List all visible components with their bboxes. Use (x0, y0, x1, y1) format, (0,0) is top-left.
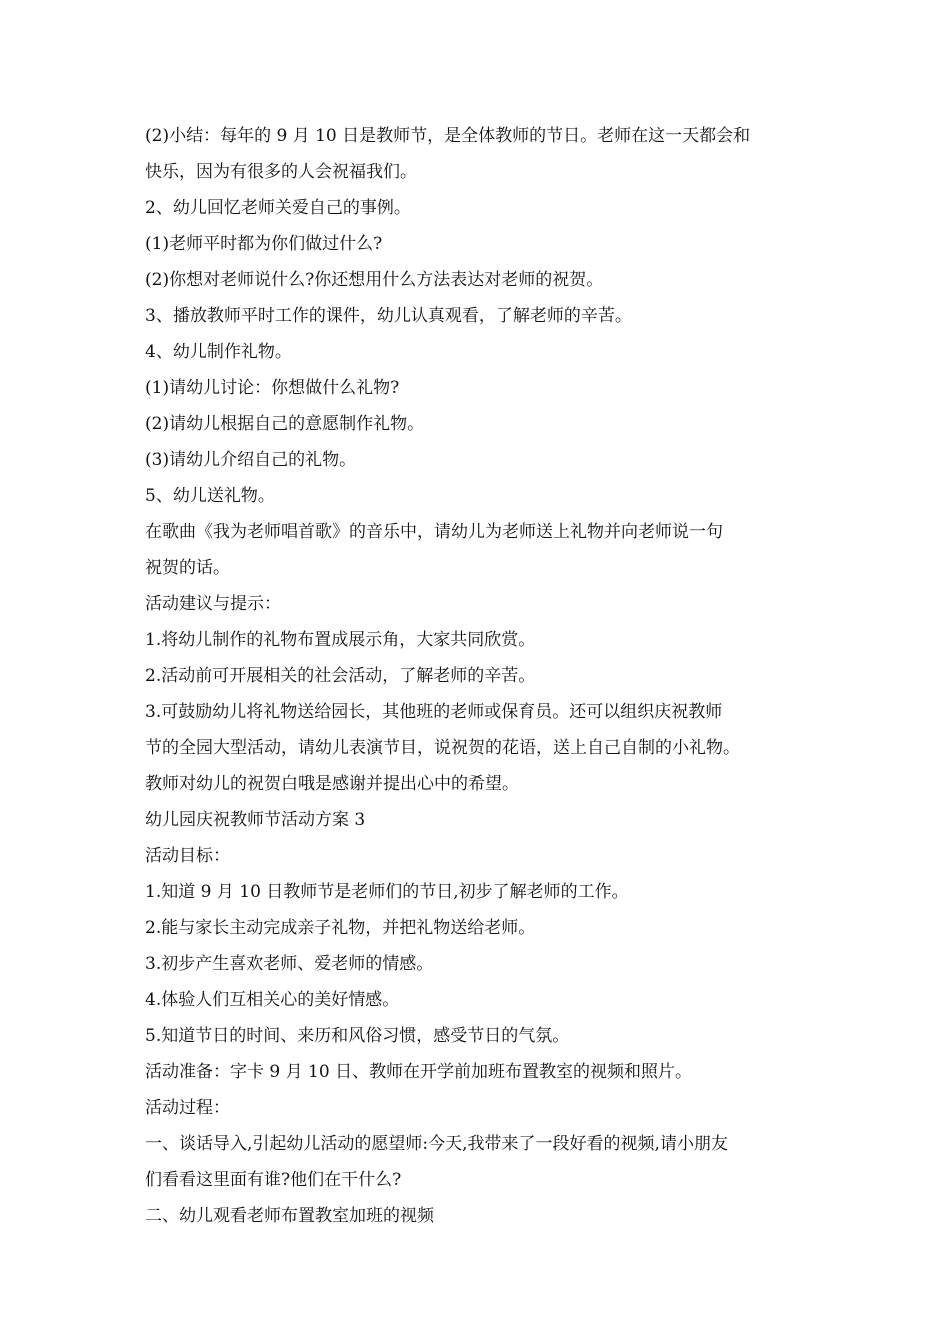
text-line: 2.能与家长主动完成亲子礼物，并把礼物送给老师。 (145, 918, 536, 938)
text-line: 1.知道 9 月 10 日教师节是老师们的节日,初步了解老师的工作。 (145, 882, 629, 902)
text-line: 在歌曲《我为老师唱首歌》的音乐中，请幼儿为老师送上礼物并向老师说一句 (145, 522, 723, 542)
text-line: 2、幼儿回忆老师关爱自己的事例。 (145, 198, 411, 218)
text-line: 教师对幼儿的祝贺白哦是感谢并提出心中的希望。 (145, 774, 519, 794)
text-line: 1.将幼儿制作的礼物布置成展示角，大家共同欣赏。 (145, 630, 536, 650)
text-line: (2)小结：每年的 9 月 10 日是教师节，是全体教师的节日。老师在这一天都会和 (145, 126, 751, 146)
text-line: 一、谈话导入,引起幼儿活动的愿望师:今天,我带来了一段好看的视频,请小朋友 (145, 1134, 728, 1154)
text-line: 活动过程： (145, 1098, 230, 1118)
text-line: 二、幼儿观看老师布置教室加班的视频 (145, 1206, 434, 1226)
text-line: 们看看这里面有谁?他们在干什么? (145, 1170, 402, 1190)
text-line: 活动目标： (145, 846, 230, 866)
text-line: (1)老师平时都为你们做过什么? (145, 234, 383, 254)
text-line: (2)请幼儿根据自己的意愿制作礼物。 (145, 414, 425, 434)
text-line: 4.体验人们互相关心的美好情感。 (145, 990, 400, 1010)
text-line: 3.初步产生喜欢老师、爱老师的情感。 (145, 954, 434, 974)
text-line: 3.可鼓励幼儿将礼物送给园长，其他班的老师或保育员。还可以组织庆祝教师 (145, 702, 723, 722)
text-line: 2.活动前可开展相关的社会活动，了解老师的辛苦。 (145, 666, 536, 686)
document-body (145, 118, 825, 1234)
text-line: 4、幼儿制作礼物。 (145, 342, 292, 362)
text-line: 祝贺的话。 (145, 558, 230, 578)
text-line: (2)你想对老师说什么?你还想用什么方法表达对老师的祝贺。 (145, 270, 604, 290)
text-line: 5、幼儿送礼物。 (145, 486, 275, 506)
text-line: 节的全园大型活动，请幼儿表演节目，说祝贺的花语，送上自己自制的小礼物。 (145, 738, 740, 758)
text-line: 5.知道节日的时间、来历和风俗习惯，感受节日的气氛。 (145, 1026, 570, 1046)
text-line: (3)请幼儿介绍自己的礼物。 (145, 450, 357, 470)
text-line: 3、播放教师平时工作的课件，幼儿认真观看，了解老师的辛苦。 (145, 306, 632, 326)
text-line: 快乐，因为有很多的人会祝福我们。 (145, 162, 417, 182)
section-heading: 幼儿园庆祝教师节活动方案 3 (145, 810, 366, 830)
text-line: (1)请幼儿讨论：你想做什么礼物? (145, 378, 400, 398)
text-line: 活动建议与提示： (145, 594, 281, 614)
text-line: 活动准备：字卡 9 月 10 日、教师在开学前加班布置教室的视频和照片。 (145, 1062, 693, 1082)
